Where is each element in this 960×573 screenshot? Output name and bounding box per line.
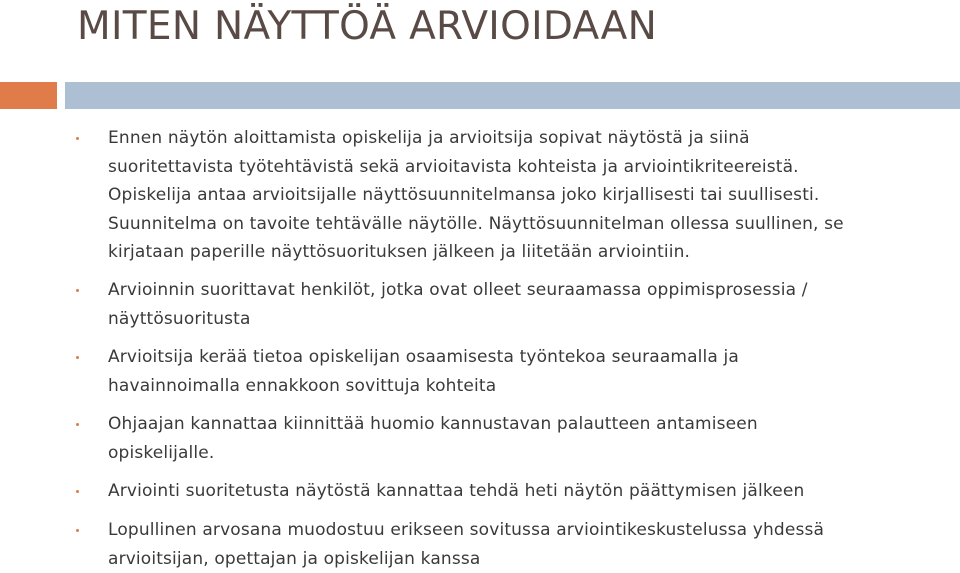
bullet-text (108, 124, 938, 267)
bullet-marker-icon (76, 356, 79, 359)
bullet-text (108, 276, 938, 333)
bullet-line: havainnoimalla ennakkoon sovittuja kohteita (108, 372, 938, 401)
bullet-line: Ennen näytön aloittamista opiskelija ja arvioitsija sopivat näytöstä ja siinä (108, 124, 938, 153)
bullet-marker-icon (76, 289, 79, 292)
bullet-line: kirjataan paperille näyttösuorituksen jälkeen ja liitetään arviointiin. (108, 238, 938, 267)
bullet-line: opiskelijalle. (108, 439, 938, 468)
accent-bar-blue (65, 82, 960, 109)
bullet-line: suoritettavista työtehtävistä sekä arvioitavista kohteista ja arviointikriteereistä. (108, 153, 938, 182)
bullet-line: Lopullinen arvosana muodostuu erikseen sovitussa arviointikeskustelussa yhdessä (108, 516, 938, 545)
slide-title: MITEN NÄYTTÖÄ ARVIOIDAAN (77, 2, 657, 52)
bullet-line: Arviointi suoritetusta näytöstä kannattaa tehdä heti näytön päättymisen jälkeen (108, 477, 938, 506)
bullet-text (108, 410, 938, 467)
accent-bar-orange (0, 82, 57, 109)
bullet-marker-icon (76, 490, 79, 493)
bullet-text (108, 477, 938, 506)
bullet-text (108, 516, 938, 573)
bullet-line: Arvioitsija kerää tietoa opiskelijan osaamisesta työntekoa seuraamalla ja (108, 343, 938, 372)
bullet-line: Arvioinnin suorittavat henkilöt, jotka ovat olleet seuraamassa oppimisprosessia / (108, 276, 938, 305)
bullet-line: näyttösuoritusta (108, 305, 938, 334)
bullet-marker-icon (76, 137, 79, 140)
bullet-marker-icon (76, 529, 79, 532)
bullet-line: arvioitsijan, opettajan ja opiskelijan kanssa (108, 545, 938, 573)
bullet-line: Ohjaajan kannattaa kiinnittää huomio kannustavan palautteen antamiseen (108, 410, 938, 439)
bullet-marker-icon (76, 423, 79, 426)
bullet-text (108, 343, 938, 400)
bullet-line: Suunnitelma on tavoite tehtävälle näytölle. Näyttösuunnitelman ollessa suullinen, se (108, 210, 938, 239)
bullet-line: Opiskelija antaa arvioitsijalle näyttösuunnitelmansa joko kirjallisesti tai suullisesti. (108, 181, 938, 210)
